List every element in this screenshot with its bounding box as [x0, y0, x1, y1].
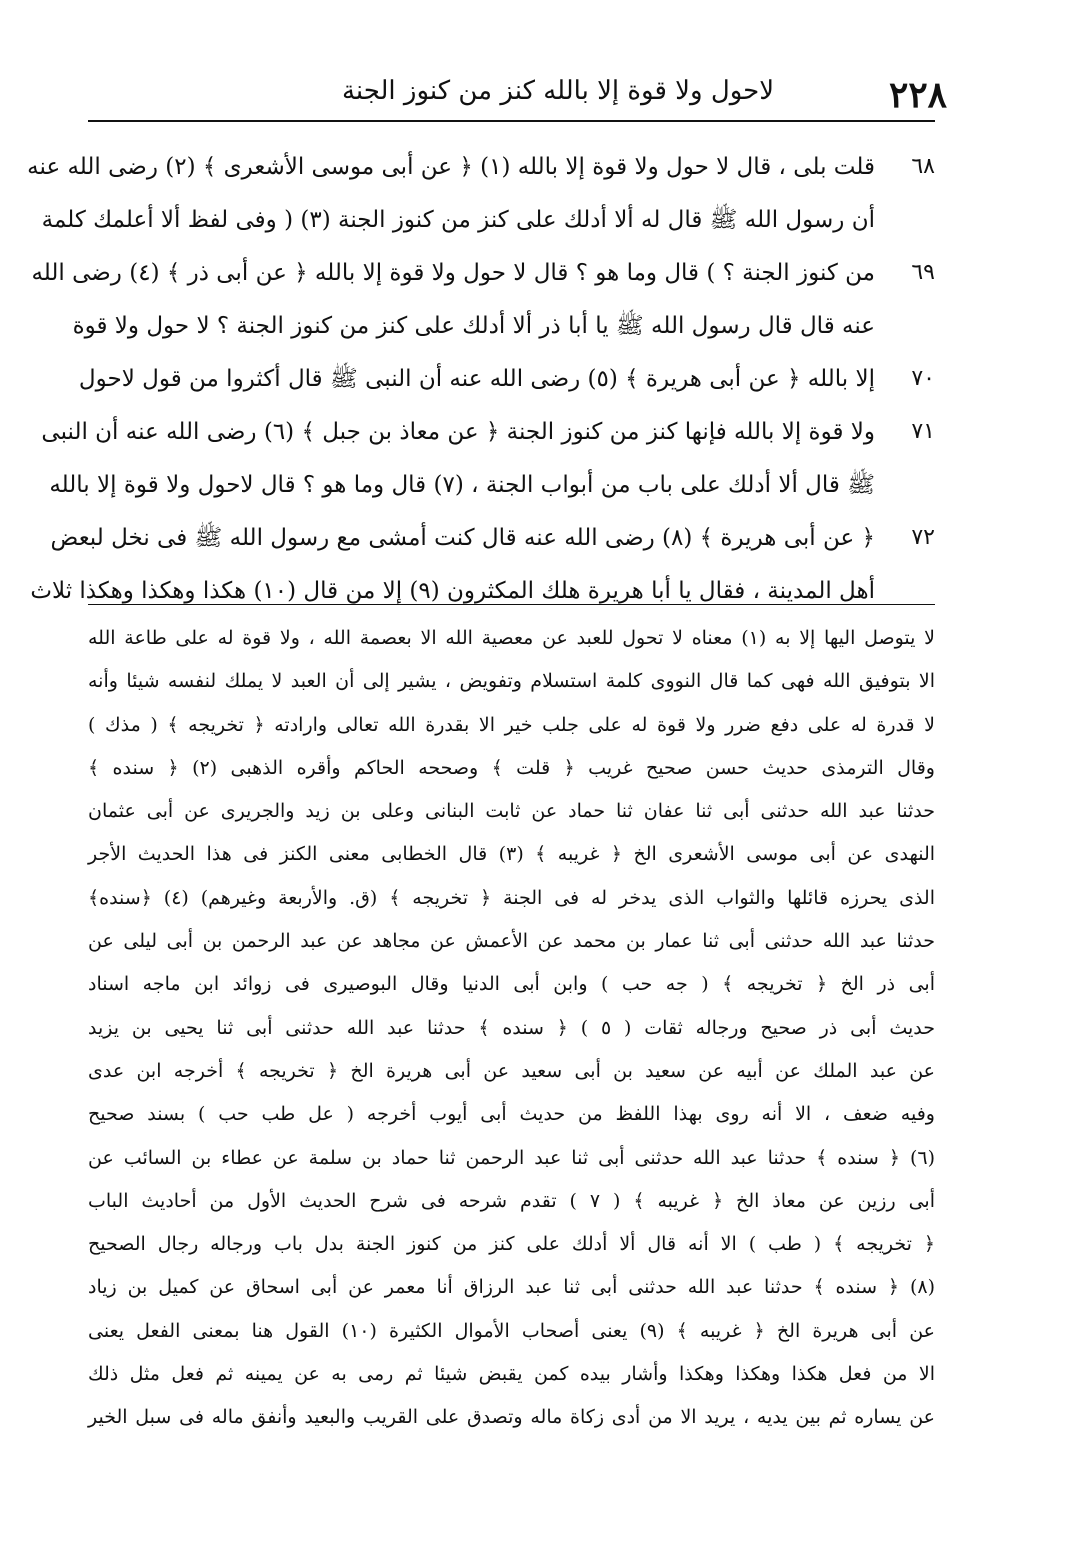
- text-line-content: قلت بلى ، قال لا حول ولا قوة إلا بالله (١) ﴿ عن أبى موسى الأشعرى ﴾ (٢) رضى الله عنه: [27, 154, 875, 180]
- footnote-line: لا قدرة له على دفع ضرر ولا قوة له على جلب خير الا بقدرة الله تعالى وارادته ﴿ تخريجه ﴾ ( مذك ): [88, 713, 935, 736]
- hadith-number: ٦٨: [911, 154, 935, 179]
- header-rule: [88, 120, 935, 122]
- footnote-line: حدثنا عبد الله حدثنى أبى ثنا عمار بن محمد عن الأعمش عن مجاهد عن عبد الرحمن بن أبى ليلى عن: [88, 930, 935, 953]
- footnote-line: عن عبد الملك عن أبيه عن سعيد بن أبى سعيد عن أبى هريرة الخ ﴿ تخريجه ﴾ أخرجه ابن عدى: [88, 1059, 935, 1082]
- footnote-line: ﴿ تخريجه ﴾ ( طب ) الا أنه قال ألا أدلك على كنز من كنوز الجنة بدل باب ورجاله رجال الصحيح: [88, 1233, 935, 1256]
- text-line-content: عنه قال قال رسول الله ﷺ يا أبا ذر ألا أدلك على كنز من كنوز الجنة ؟ لا حول ولا قوة: [72, 313, 875, 339]
- footnote-line: أبى رزين عن معاذ الخ ﴿ غريبه ﴾ ( ٧ ) تقدم شرحه فى شرح الحديث الأول من أحاديث الباب: [88, 1189, 935, 1212]
- footnote-rule: [88, 604, 935, 605]
- text-line-content: من كنوز الجنة ؟ ) قال وما هو ؟ قال لا حول ولا قوة إلا بالله ﴿ عن أبى ذر ﴾ (٤) رضى الله: [31, 260, 875, 286]
- text-line: [41, 201, 935, 254]
- footnote-line: وقال الترمذى حديث حسن صحيح غريب ﴿ قلت ﴾ وصححه الحاكم وأقره الذهبى (٢) ﴿ سنده ﴾: [88, 756, 935, 779]
- text-line-content: أهل المدينة ، فقال يا أبا هريرة هلك المكثرون (٩) إلا من قال (١٠) هكذا وهكذا وهكذا ثلاث: [30, 578, 875, 604]
- hadith-number: ٧٠: [911, 366, 935, 391]
- text-line: [78, 360, 935, 413]
- text-line-content: إلا بالله ﴿ عن أبى هريرة ﴾ (٥) رضى الله عنه أن النبى ﷺ قال أكثروا من قول لاحول: [78, 366, 875, 392]
- page-number: ٢٢٨: [888, 74, 947, 116]
- footnote-line: الا بتوفيق الله فهى كما قال النووى كلمة استسلام وتفويض ، يشير إلى أن العبد لا يملك لنفسه شيئا وأنه: [88, 670, 935, 693]
- footnote-line: أبى ذر الخ ﴿ تخريجه ﴾ ( جه حب ) وابن أبى الدنيا وقال البوصيرى فى زوائد ابن ماجه اسناد: [88, 973, 935, 996]
- text-line-content: ﴿ عن أبى هريرة ﴾ (٨) رضى الله عنه قال كنت أمشى مع رسول الله ﷺ فى نخل لبعض: [50, 525, 875, 551]
- text-line-content: ولا قوة إلا بالله فإنها كنز من كنوز الجنة ﴿ عن معاذ بن جبل ﴾ (٦) رضى الله عنه أن النبى: [41, 419, 875, 445]
- footnote-line: النهدى عن أبى موسى الأشعرى الخ ﴿ غريبه ﴾ (٣) قال الخطابى معنى الكنز فى هذا الحديث الأجر: [88, 843, 936, 866]
- hadith-number: ٧١: [911, 419, 935, 444]
- text-line: [31, 254, 935, 307]
- footnote-line: (٦) ﴿ سنده ﴾ حدثنا عبد الله حدثنى أبى ثنا عبد الرحمن ثنا حماد بن سلمة عن عطاء بن السائب عن: [88, 1146, 935, 1169]
- footnotes: [88, 620, 935, 1443]
- footnote-line: حدثنا عبد الله حدثنى أبى ثنا عفان ثنا حماد عن ثابت البنانى وعلى بن زيد والجريرى عن أبى عثمان: [88, 800, 935, 823]
- footnote-line: الا من فعل هكذا وهكذا وهكذا وأشار بيده كمن يقبض شيئا ثم رمى به عن يمينه ثم فعل مثل ذلك: [88, 1363, 935, 1386]
- text-line: [27, 148, 935, 201]
- footnote-line: حديث أبى ذر صحيح ورجاله ثقات ( ٥ ) ﴿ سنده ﴾ حدثنا عبد الله حدثنى أبى ثنا يحيى بن يزيد: [88, 1016, 935, 1039]
- footnote-line: لا يتوصل اليها إلا به (١) معناه لا تحول للعبد عن معصية الله الا بعصمة الله ، ولا قوة له على طاعة الله: [88, 627, 936, 649]
- text-line: [30, 572, 935, 625]
- text-line: [41, 413, 935, 466]
- text-line-content: ﷺ قال ألا أدلك على باب من أبواب الجنة ، (٧) قال وما هو ؟ قال لاحول ولا قوة إلا بالله: [49, 472, 875, 498]
- running-title: لاحول ولا قوة إلا بالله كنز من كنوز الجنة: [341, 76, 775, 106]
- text-line: [49, 466, 935, 519]
- footnote-line: عن يساره ثم بين يديه ، يريد الا من أدى زكاة ماله وتصدق على القريب والبعيد وأنفق ماله فى سبل الخير: [88, 1406, 935, 1429]
- hadith-number: ٧٢: [911, 525, 935, 550]
- text-line: [50, 519, 935, 572]
- footnote-line: الذى يحرزه قائلها والثواب الذى يدخر له فى الجنة ﴿ تخريجه ﴾ (ق. والأربعة وغيرهم) (٤) ﴿سنده﴾: [88, 886, 935, 909]
- footnote-line: عن أبى هريرة الخ ﴿ غريبه ﴾ (٩) يعنى أصحاب الأموال الكثيرة (١٠) القول هنا بمعنى الفعل يعنى: [88, 1319, 935, 1342]
- hadith-number: ٦٩: [911, 260, 935, 285]
- footnote-line: وفيه ضعف ، الا أنه روى بهذا اللفظ من حديث أبى أيوب أخرجه ( عل طب حب ) بسند صحيح: [88, 1103, 935, 1126]
- page-header: [88, 64, 947, 116]
- footnote-line: (٨) ﴿ سنده ﴾ حدثنا عبد الله حدثنى أبى ثنا عبد الرزاق أنا معمر عن أبى اسحاق عن كميل بن زياد: [88, 1276, 935, 1299]
- text-line-content: أن رسول الله ﷺ قال له ألا أدلك على كنز من كنوز الجنة (٣) ( وفى لفظ ألا أعلمك كلمة: [41, 207, 875, 233]
- main-text: [27, 148, 935, 625]
- text-line: [72, 307, 935, 360]
